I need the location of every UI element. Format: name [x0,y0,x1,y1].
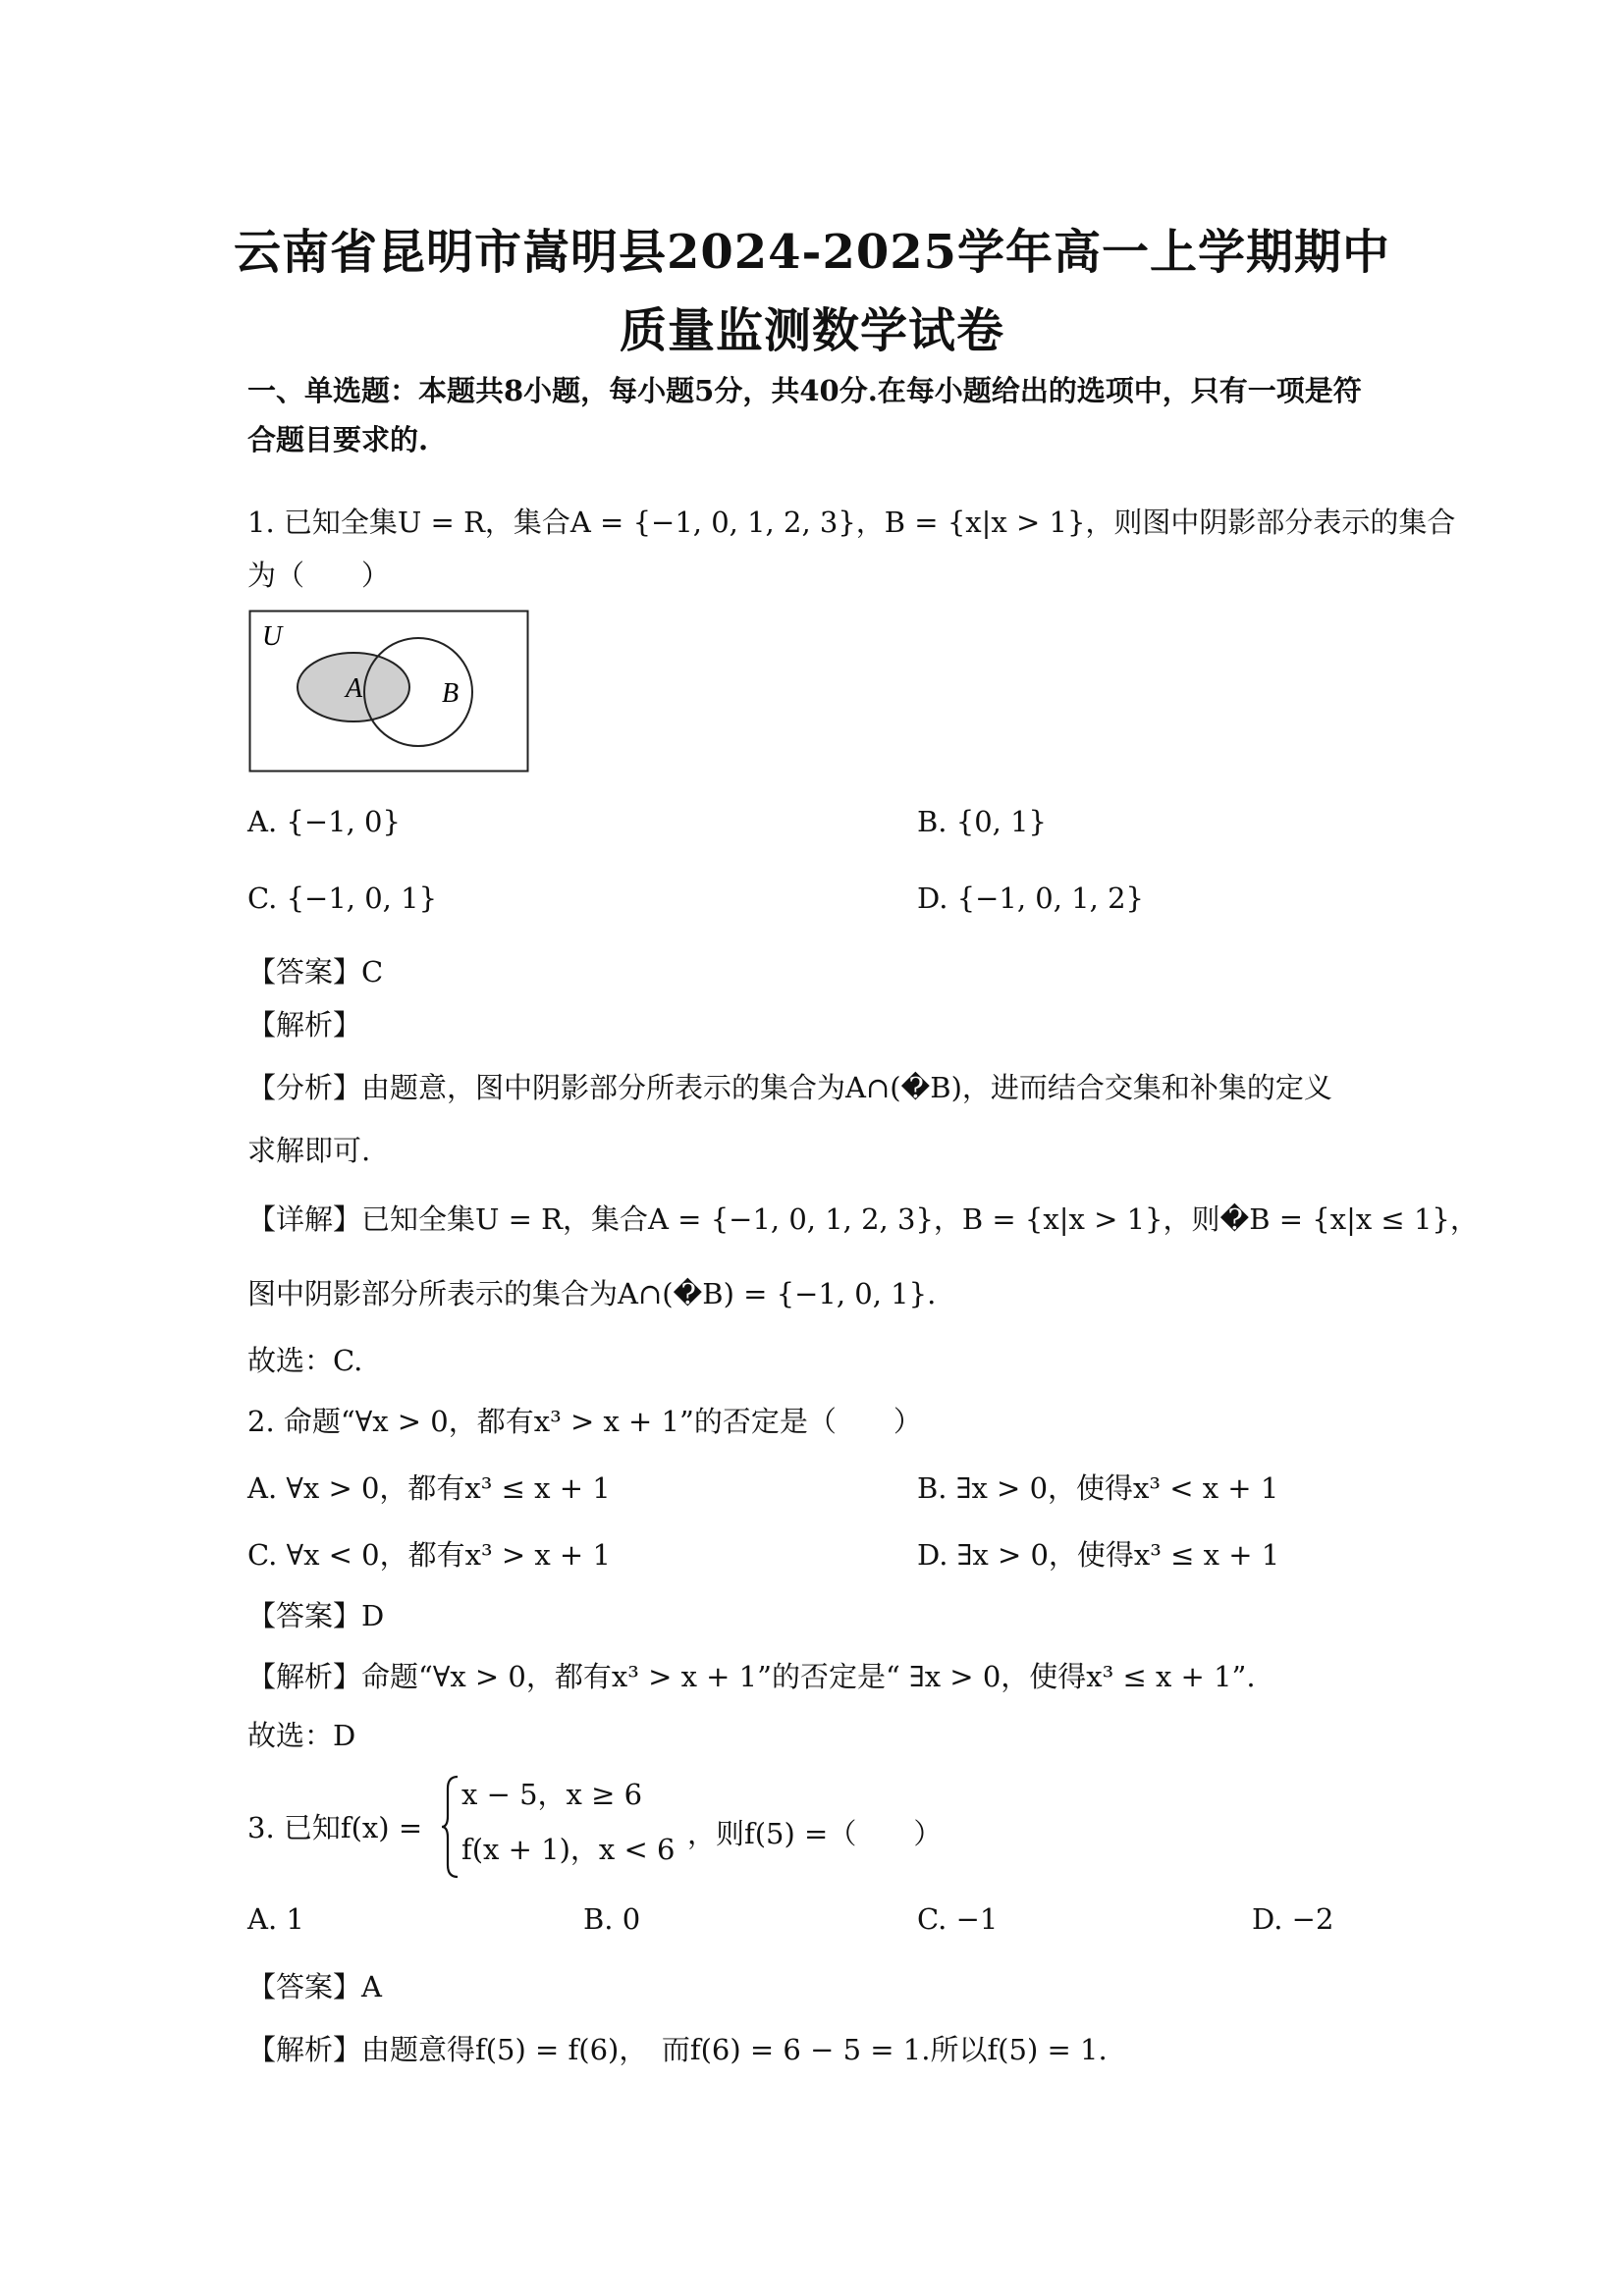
q2-option-c: C. ∀x < 0，都有x³ > x + 1 [247,1538,611,1572]
q3-case-2: f(x + 1)，x < 6 [461,1833,676,1866]
venn-diagram [248,610,529,773]
q1-fenxi: 【分析】由题意，图中阴影部分所表示的集合为A∩(�B)，进而结合交集和补集的定义 [247,1071,1332,1104]
page-title: 云南省昆明市嵩明县2024-2025学年高一上学期期中 [233,225,1391,280]
q3-option-a: A. 1 [247,1902,304,1936]
q1-option-d: D. {−1, 0, 1, 2} [917,881,1144,915]
section-heading-cont: 合题目要求的. [247,423,429,456]
q3-case-1: x − 5，x ≥ 6 [461,1778,643,1811]
q3-option-b: B. 0 [583,1902,641,1936]
q1-fenxi-cont: 求解即可. [247,1134,371,1167]
q2-option-d: D. ∃x > 0，使得x³ ≤ x + 1 [917,1538,1280,1572]
q3-answer: 【答案】A [247,1970,382,2003]
q2-choice: 故选：D [247,1719,356,1752]
page-subtitle: 质量监测数学试卷 [619,303,1004,358]
q3-analysis: 【解析】由题意得f(5) = f(6)， 而f(6) = 6 − 5 = 1.所以f(5) = 1. [247,2033,1108,2066]
q3-stem-prefix: 3. 已知f(x) = [247,1811,423,1844]
q2-analysis: 【解析】命题“∀x > 0，都有x³ > x + 1”的否定是“ ∃x > 0，使得x³ ≤ x + 1”. [247,1660,1256,1693]
set-a-label: A [346,673,363,704]
q1-option-a: A. {−1, 0} [247,805,401,838]
q1-option-b: B. {0, 1} [917,805,1047,838]
q3-option-c: C. −1 [917,1902,999,1936]
q1-answer: 【答案】C [247,955,384,988]
set-b-label: B [442,678,460,709]
q1-analysis-label: 【解析】 [247,1008,362,1041]
q1-choice: 故选：C. [247,1344,363,1377]
universe-label: U [262,621,283,652]
q2-option-b: B. ∃x > 0，使得x³ < x + 1 [917,1471,1279,1505]
section-heading: 一、单选题：本题共8小题，每小题5分，共40分.在每小题给出的选项中，只有一项是符 [247,374,1362,407]
q1-stem: 1. 已知全集U = R，集合A = {−1, 0, 1, 2, 3}，B = {x|x > 1}，则图中阴影部分表示的集合 [247,506,1456,539]
q1-option-c: C. {−1, 0, 1} [247,881,438,915]
q1-xiangjie: 【详解】已知全集U = R，集合A = {−1, 0, 1, 2, 3}，B = {x|x > 1}，则�B = {x|x ≤ 1}， [247,1202,1479,1236]
q1-stem-cont: 为（ ） [247,559,391,592]
q3-option-d: D. −2 [1252,1902,1334,1936]
q2-option-a: A. ∀x > 0，都有x³ ≤ x + 1 [247,1471,611,1505]
q2-stem: 2. 命题“∀x > 0，都有x³ > x + 1”的否定是（ ） [247,1405,922,1438]
q3-stem-suffix: ，则f(5) =（ ） [687,1817,943,1850]
q1-xiangjie-cont: 图中阴影部分所表示的集合为A∩(�B) = {−1, 0, 1}. [247,1277,937,1310]
q2-answer: 【答案】D [247,1599,385,1632]
piecewise-brace [440,1773,461,1881]
